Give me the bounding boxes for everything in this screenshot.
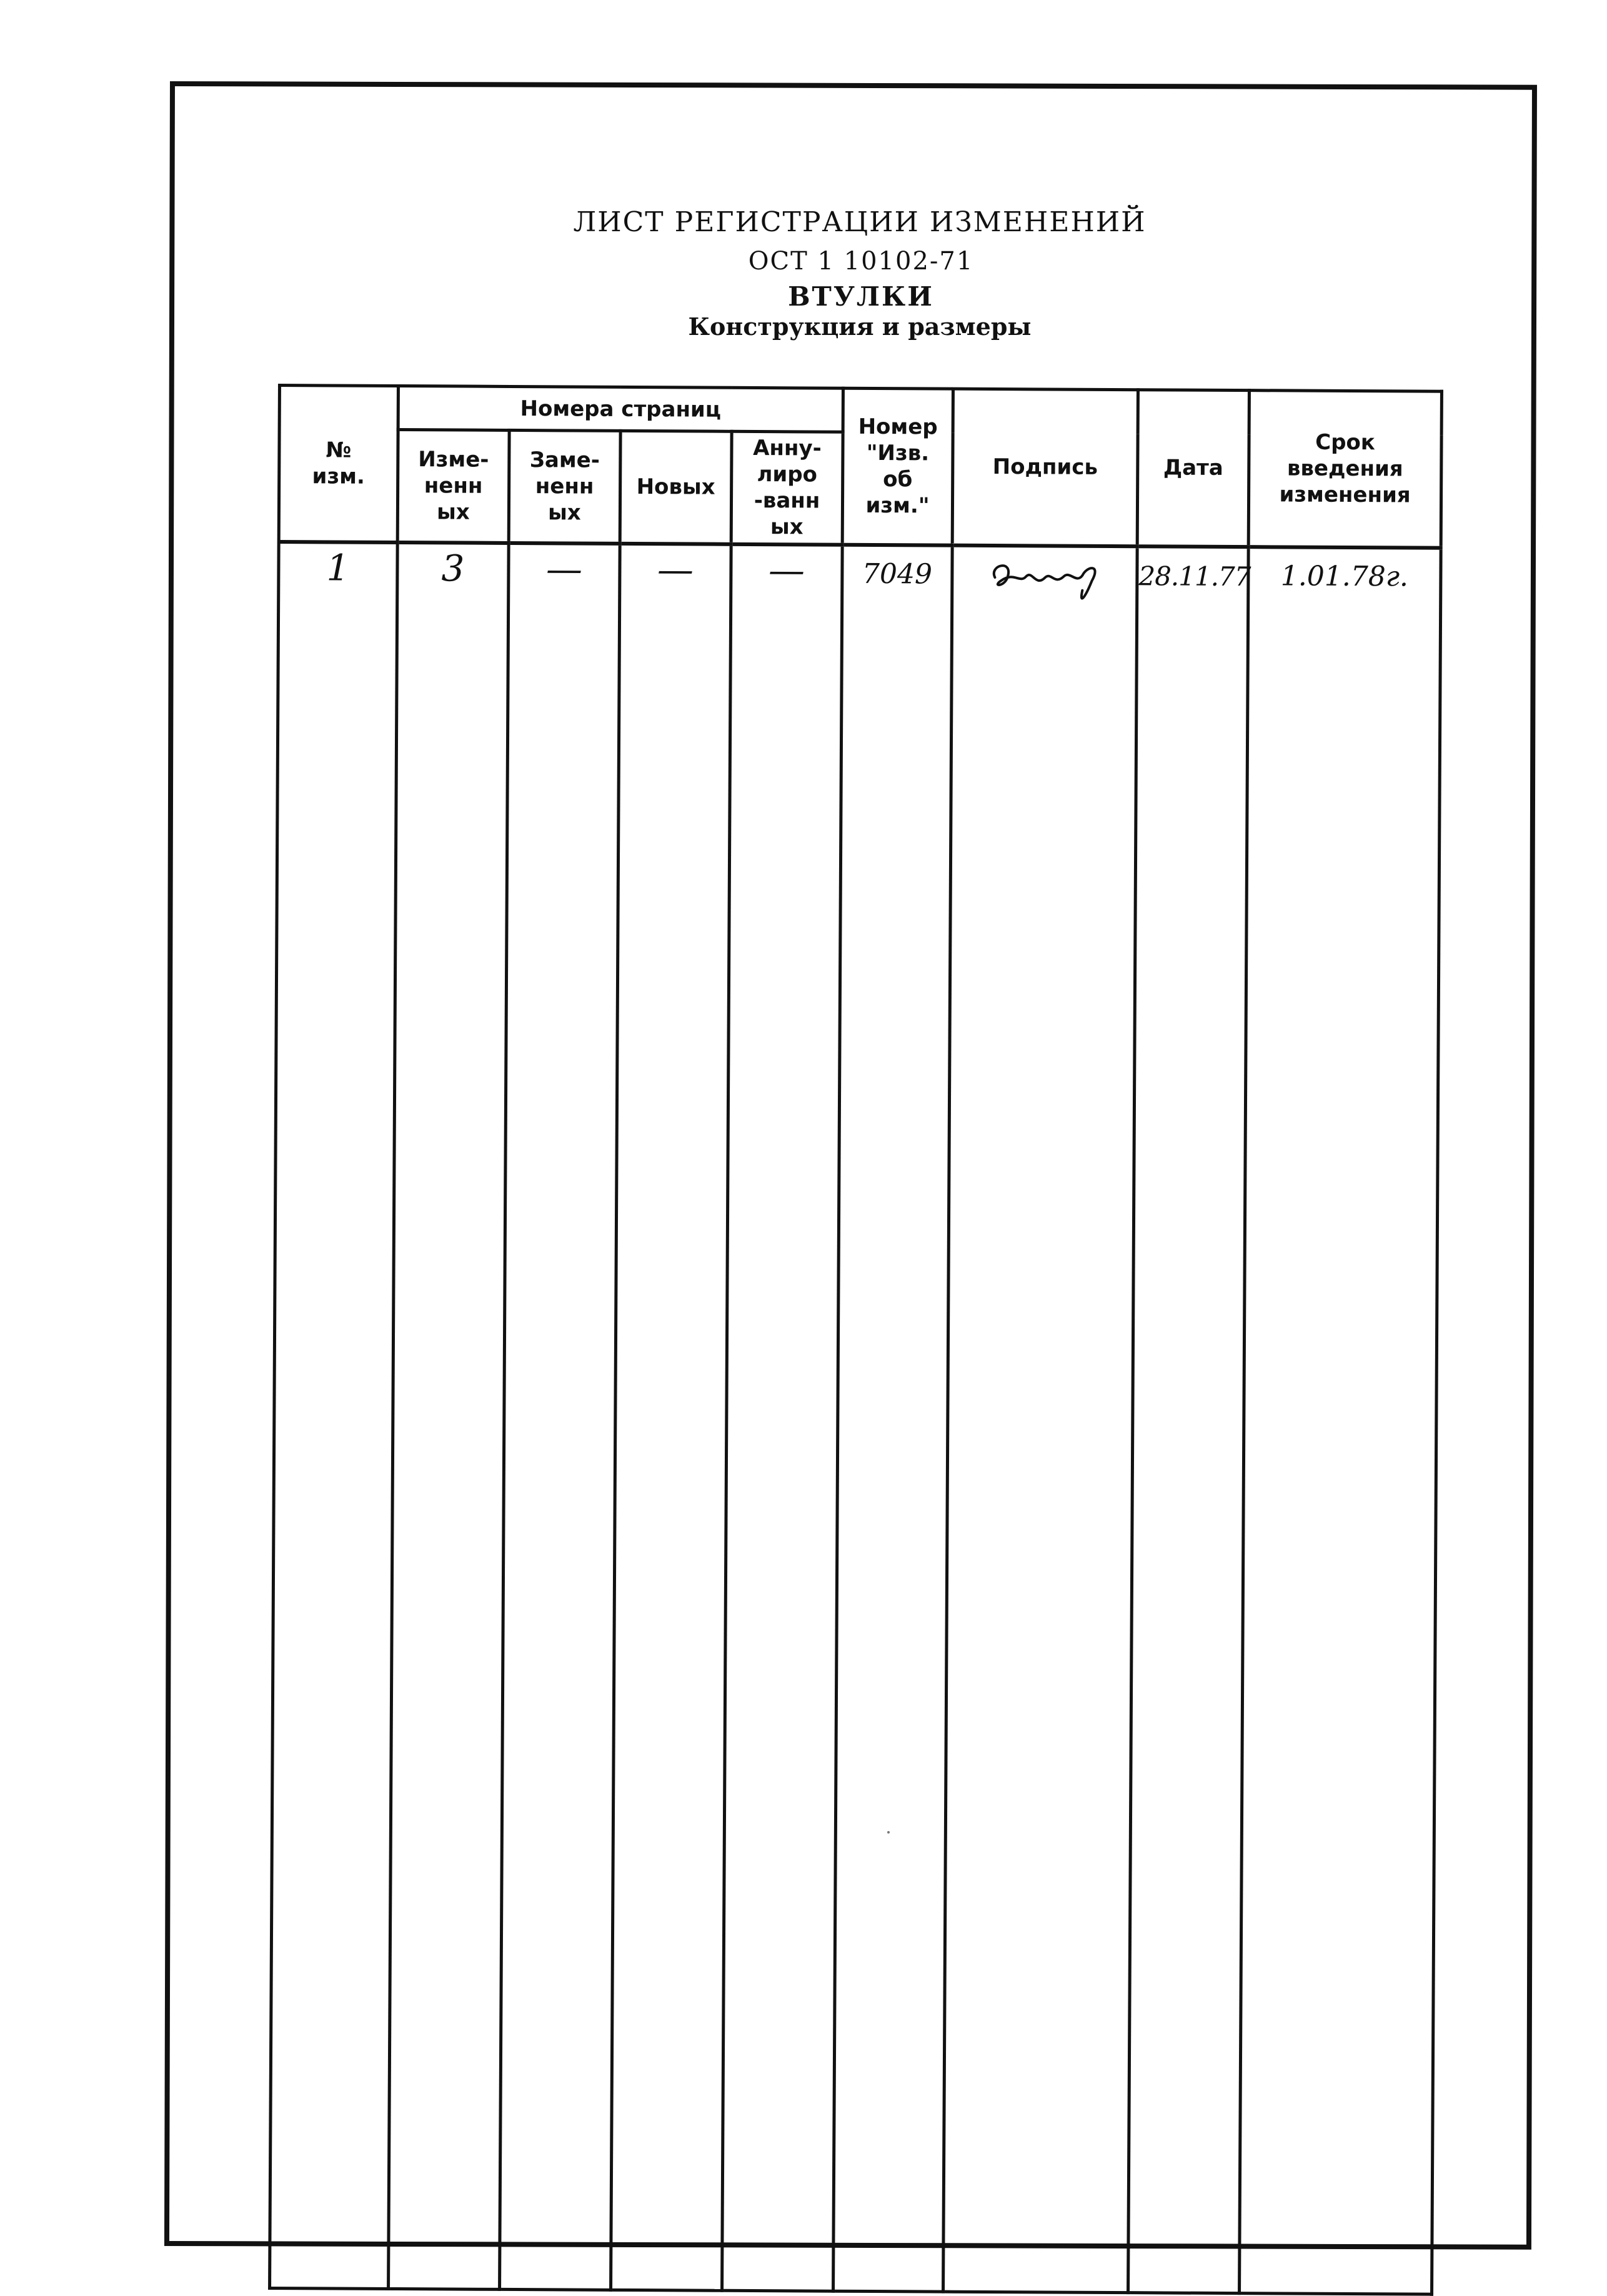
col-header-date: Дата bbox=[1137, 390, 1249, 547]
cell-annulled bbox=[722, 544, 843, 2291]
col-header-signature: Подпись bbox=[952, 389, 1138, 546]
col-header-annulled bbox=[731, 431, 843, 544]
col-header-annulled-label: Анну-лиро-ванных bbox=[753, 436, 822, 540]
col-header-new: Новых bbox=[620, 431, 732, 544]
document-title: ЛИСТ РЕГИСТРАЦИИ ИЗМЕНЕНИЙ bbox=[573, 206, 1147, 238]
table-row bbox=[270, 542, 1441, 2295]
col-header-changed bbox=[397, 430, 509, 543]
col-header-change-no bbox=[279, 386, 398, 542]
col-header-notice-no bbox=[842, 388, 953, 545]
registration-table bbox=[268, 384, 1443, 2296]
handwritten-replaced: — bbox=[545, 547, 583, 591]
cell-signature bbox=[943, 545, 1138, 2293]
handwritten-effective: 1.01.78г. bbox=[1280, 559, 1409, 592]
cell-effective bbox=[1240, 547, 1441, 2295]
standard-number: ОСТ 1 10102-71 bbox=[748, 247, 974, 276]
registration-table-wrapper bbox=[268, 384, 1440, 2296]
col-header-replaced-label: Заме-ненных bbox=[529, 447, 600, 526]
handwritten-annulled: — bbox=[768, 548, 805, 591]
col-header-replaced bbox=[509, 430, 620, 543]
cell-notice-no bbox=[833, 544, 953, 2292]
cell-date bbox=[1128, 546, 1249, 2294]
col-header-changed-label: Изме-ненных bbox=[418, 447, 489, 525]
col-header-effective bbox=[1248, 391, 1441, 548]
document-subtitle: Конструкция и размеры bbox=[688, 312, 1032, 341]
handwritten-change-no: 1 bbox=[326, 546, 350, 589]
handwritten-date: 28.11.77 bbox=[1138, 560, 1251, 592]
product-name: ВТУЛКИ bbox=[788, 281, 934, 312]
handwritten-changed: 3 bbox=[441, 546, 465, 590]
cell-new bbox=[611, 543, 732, 2290]
signature-icon bbox=[953, 552, 1135, 612]
cell-replaced bbox=[500, 542, 620, 2290]
scan-speck bbox=[887, 1831, 890, 1834]
col-header-notice-no-label: Номер "Изв. об изм." bbox=[858, 414, 938, 519]
handwritten-new: — bbox=[657, 547, 694, 591]
col-header-change-no-label: № изм. bbox=[312, 437, 365, 489]
cell-changed bbox=[389, 542, 509, 2290]
col-header-effective-label: Срок введения изменения bbox=[1279, 429, 1411, 508]
col-header-pages-group: Номера страниц bbox=[398, 386, 843, 432]
handwritten-notice-no: 7049 bbox=[862, 557, 933, 590]
cell-change-no bbox=[270, 542, 398, 2289]
